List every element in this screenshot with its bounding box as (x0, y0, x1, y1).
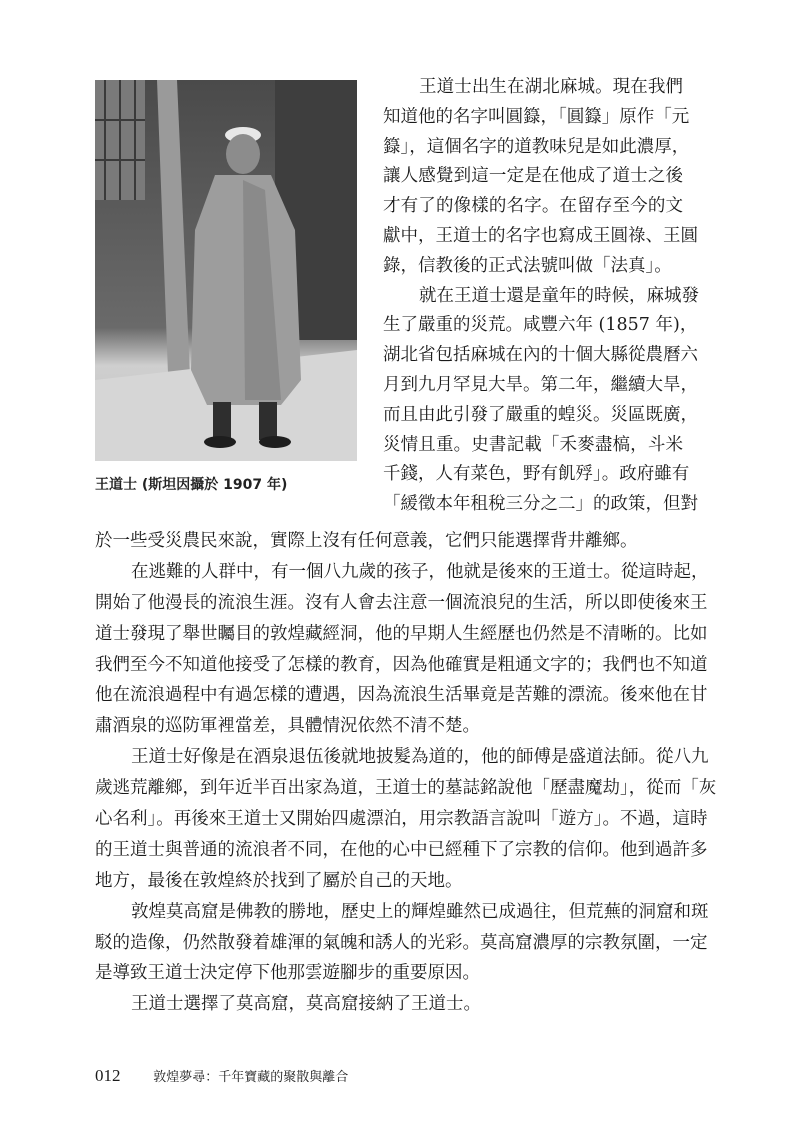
page-number: 012 (95, 1066, 121, 1085)
text-line: 駁的造像，仍然散發着雄渾的氣魄和誘人的光彩。莫高窟濃厚的宗教氛圍，一定 (95, 932, 708, 953)
text-line: 王道士好像是在酒泉退伍後就地披髮為道的，他的師傅是盛道法師。從八九 (131, 747, 709, 768)
text-line: 千錢，人有菜色，野有飢殍」。政府雖有 (383, 464, 690, 485)
text-line: 才有了的像樣的名字。在留存至今的文 (383, 196, 683, 217)
text-line: 是導致王道士決定停下他那雲遊腳步的重要原因。 (95, 963, 480, 984)
text-line: 心名利」。再後來王道士又開始四處漂泊，用宗教語言說叫「遊方」。不過，這時 (95, 809, 708, 830)
text-line: 道士發現了舉世矚目的敦煌藏經洞，他的早期人生經歷也仍然是不清晰的。比如 (95, 623, 708, 644)
text-line: 獻中，王道士的名字也寫成王圓祿、王圓 (383, 225, 698, 246)
photo-caption: 王道士 (斯坦因攝於 1907 年) (95, 477, 288, 493)
text-line: 而且由此引發了嚴重的蝗災。災區既廣， (383, 404, 698, 425)
text-line: 月到九月罕見大旱。第二年，繼續大旱， (383, 374, 698, 395)
text-line: 錄，信教後的正式法號叫做「法真」。 (383, 255, 672, 276)
text-line: 在逃難的人群中，有一個八九歲的孩子，他就是後來的王道士。從這時起， (131, 561, 709, 582)
text-line: 「緩徵本年租稅三分之二」的政策，但對 (383, 494, 698, 515)
text-line: 籙」，這個名字的道教味兒是如此濃厚， (383, 136, 690, 157)
photo-wang-daoshi (95, 80, 357, 461)
text-line: 災情且重。史書記載「禾麥盡槁，斗米 (383, 434, 683, 455)
text-line: 王道士出生在湖北麻城。現在我們 (419, 77, 683, 97)
text-line: 地方，最後在敦煌終於找到了屬於自己的天地。 (95, 870, 463, 891)
text-line: 他在流浪過程中有過怎樣的遭遇，因為流浪生活畢竟是苦難的漂流。後來他在甘 (95, 685, 708, 706)
text-line: 肅酒泉的巡防軍裡當差，具體情況依然不清不楚。 (95, 716, 480, 737)
text-line: 我們至今不知道他接受了怎樣的教育，因為他確實是粗通文字的；我們也不知道 (95, 654, 708, 675)
text-line: 的王道士與普通的流浪者不同，在他的心中已經種下了宗教的信仰。他到過許多 (95, 839, 708, 860)
text-line: 讓人感覺到這一定是在他成了道士之後 (383, 166, 683, 187)
page-footer (95, 1066, 348, 1086)
text-line: 知道他的名字叫圓籙，「圓籙」原作「元 (383, 106, 690, 127)
side-column-text (383, 73, 699, 520)
text-line: 敦煌莫高窟是佛教的勝地，歷史上的輝煌雖然已成過往，但荒蕪的洞窟和斑 (131, 901, 709, 922)
text-line: 湖北省包括麻城在內的十個大縣從農曆六 (383, 345, 698, 366)
text-line: 歲逃荒離鄉，到年近半百出家為道，王道士的墓誌銘說他「歷盡魔劫」，從而「灰 (95, 778, 717, 799)
book-title: 敦煌夢尋：千年寶藏的聚散與離合 (153, 1070, 349, 1085)
main-body-text (95, 526, 717, 1020)
text-line: 王道士選擇了莫高窟，莫高窟接納了王道士。 (131, 994, 481, 1015)
text-line: 就在王道士還是童年的時候，麻城發 (419, 285, 699, 306)
text-line: 開始了他漫長的流浪生涯。沒有人會去注意一個流浪兒的生活，所以即使後來王 (95, 592, 708, 613)
text-line: 生了嚴重的災荒。咸豐六年 (1857 年)， (383, 315, 698, 336)
text-line: 於一些受災農民來說，實際上沒有任何意義，它們只能選擇背井離鄉。 (95, 531, 638, 551)
